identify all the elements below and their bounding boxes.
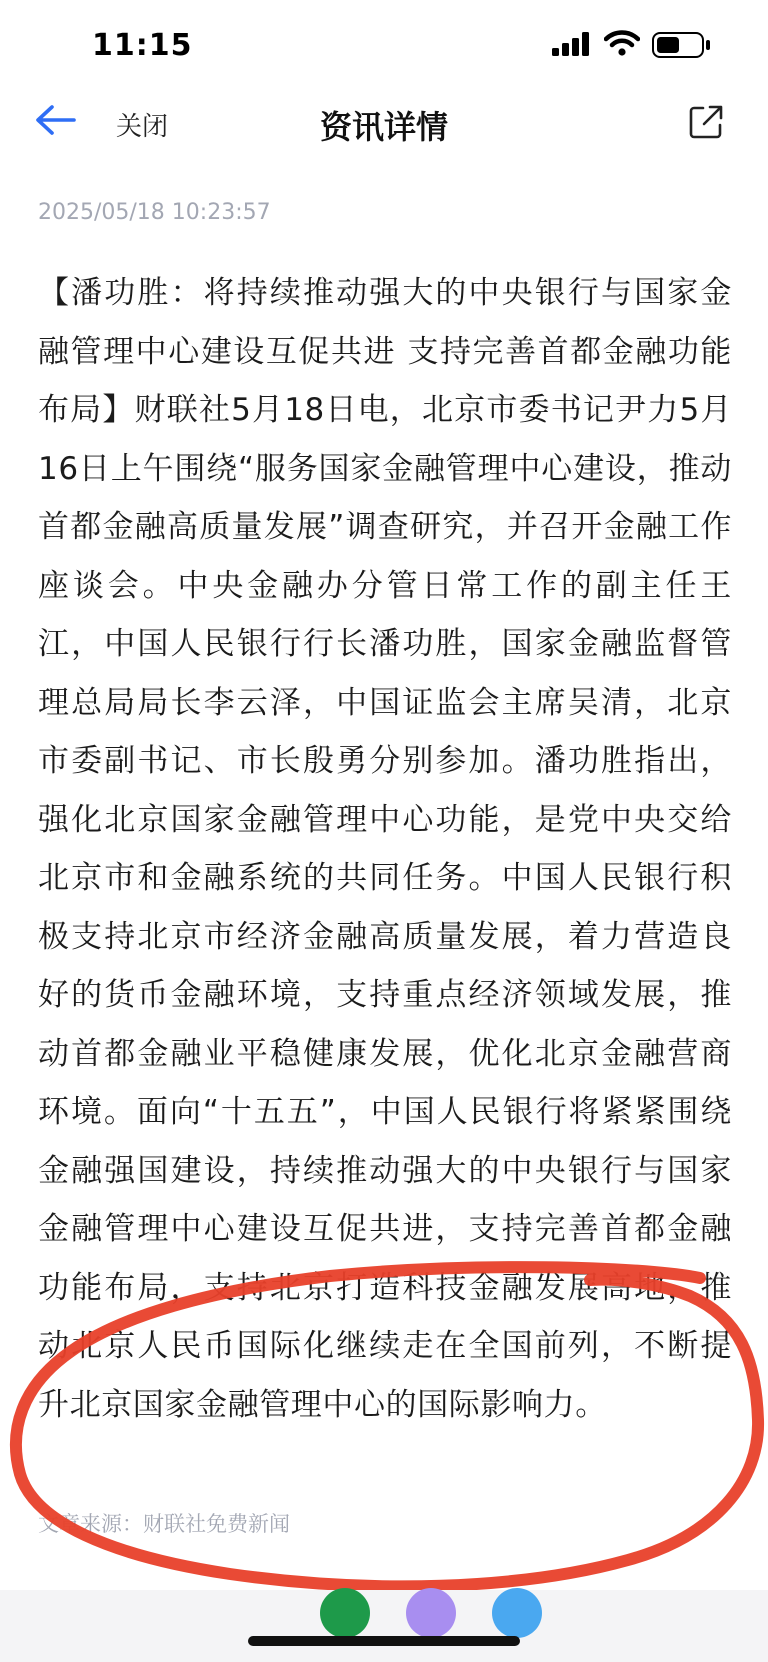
status-time: 11:15 [92,28,193,63]
share-option-icon[interactable] [406,1588,456,1638]
home-indicator [248,1636,520,1646]
close-button[interactable]: 关闭 [116,112,169,142]
article-timestamp: 2025/05/18 10:23:57 [38,200,271,225]
open-external-icon[interactable] [688,104,724,140]
battery-icon [652,32,712,58]
status-bar [0,0,768,90]
cellular-signal-icon [552,32,592,56]
wifi-icon [604,30,640,56]
article-body: 【潘功胜：将持续推动强大的中央银行与国家金融管理中心建设互促共进 支持完善首都金融功能布局】财联社5月18日电，北京市委书记尹力5月16日上午围绕“服务国家金融管理中心建设，推动首都金融高质量发展”调查研究，并召开金融工作座谈会。中央金融办分管日常工作的副主任王江，中国人民银行行长潘功胜，国家金融监督管理总局局长李云泽，中国证监会主席吴清，北京市委副书记、市长殷勇分别参加。潘功胜指出，强化北京国家金融管理中心功能，是党中央交给北京市和金融系统的共同任务。中国人民银行积极支持北京市经济金融高质量发展，着力营造良好的货币金融环境，支持重点经济领域发展，推动首都金融业平稳健康发展，优化北京金融营商环境。面向“十五五”，中国人民银行将紧紧围绕金融强国建设，持续推动强大的中央银行与国家金融管理中心建设互促共进，支持完善首都金融功能布局，支持北京打造科技金融发展高地，推动北京人民币国际化继续走在全国前列，不断提升北京国家金融管理中心的国际影响力。 [38,275,732,1423]
wechat-share-icon[interactable] [320,1588,370,1638]
article-source: 文章来源：财联社免费新闻 [38,1512,290,1536]
page-title: 资讯详情 [319,108,448,146]
bottom-share-bar [0,1590,768,1662]
share-option-icon[interactable] [492,1588,542,1638]
